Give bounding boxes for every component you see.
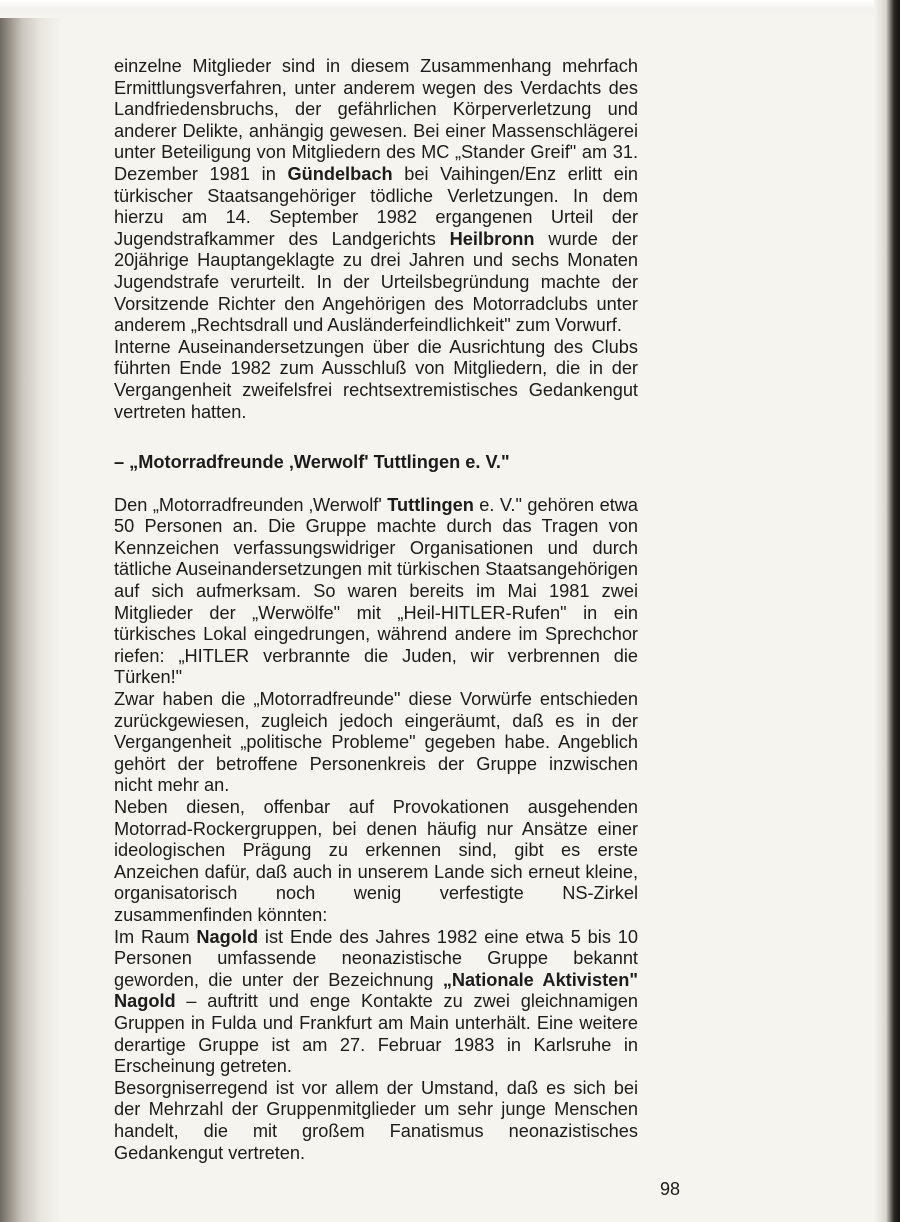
place-tuttlingen: Tuttlingen — [387, 494, 474, 515]
text-column — [114, 56, 638, 1164]
book-gutter-shadow — [0, 0, 62, 1222]
paragraph-interne-auseinandersetzungen: Interne Auseinandersetzungen über die Ausrichtung des Clubs führten Ende 1982 zum Ausschluß von Mitgliedern, die in der Vergangenheit zweifelsfrei rechtsextremistisches Gedankengut vertreten hatten. — [114, 336, 638, 422]
paragraph-gundelbach: einzelne Mitglieder sind in diesem Zusammenhang mehrfach Ermittlungsverfahren, unter anderem wegen des Verdachts des Landfriedensbruchs, der gefährlichen Körperverletzung und anderer Delikte, anhängig gewesen. Bei einer Massenschlägerei unter Beteiligung von Mitgliedern des MC „Stander Greif" am 31. Dezember 1981 in Gündelbach bei Vaihingen/Enz erlitt ein türkischer Staatsangehöriger tödliche Verletzungen. In dem hierzu am 14. September 1982 ergangenen Urteil der Jugendstrafkammer des Landgerichts Heilbronn wurde der 20jährige Hauptangeklagte zu drei Jahren und sechs Monaten Jugendstrafe verurteilt. In der Urteilsbegründung machte der Vorsitzende Richter den Angehörigen des Motorradclubs unter anderem „Rechtsdrall und Ausländerfeindlichkeit" zum Vorwurf. — [114, 56, 639, 336]
paragraph-besorgniserregend: Besorgniserregend ist vor allem der Umstand, daß es sich bei der Mehrzahl der Gruppenmitglieder um sehr junge Menschen handelt, die mit großem Fanatismus neonazistisches Gedankengut vertreten. — [114, 1077, 638, 1163]
page-right-edge — [874, 0, 900, 1222]
page-top-edge — [0, 0, 900, 18]
paragraph-motorradfreunde: Zwar haben die „Motorradfreunde" diese Vorwürfe entschieden zurückgewiesen, zugleich jedoch eingeräumt, daß es in der Vergangenheit „politische Probleme" gegeben habe. Angeblich gehört der betroffene Personenkreis der Gruppe inzwischen nicht mehr an. — [114, 689, 638, 796]
page-number: 98 — [660, 1179, 681, 1199]
paragraph-tuttlingen: Den „Motorradfreunden ‚Werwolf' Tuttlingen e. V." gehören etwa 50 Personen an. Die Gruppe machte durch das Tragen von Kennzeichen verfassungswidriger Organisationen und durch tätliche Auseinandersetzungen mit türkischen Staatsangehörigen auf sich aufmerksam. So waren bereits im Mai 1981 zwei Mitglieder der „Werwölfe" mit „Heil-HITLER-Rufen" in ein türkisches Lokal eingedrungen, während andere im Sprechchor riefen: „HITLER verbrannte die Juden, wir verbrennen die Türken!" — [114, 494, 639, 688]
place-gundelbach: Gündelbach — [287, 163, 393, 184]
paragraph-ns-zirkel: Neben diesen, offenbar auf Provokationen ausgehenden Motorrad-Rockergruppen, bei denen häufig nur Ansätze einer ideologischen Prägung zu erkennen sind, gibt es erste Anzeichen dafür, daß auch in unserem Lande sich erneut kleine, organisatorisch noch wenig verfestigte NS-Zirkel zusammenfinden könnten: — [114, 797, 638, 925]
group-name-nationale-aktivisten: „Nationale Aktivisten" Nagold — [114, 969, 638, 1012]
section-heading-werwolf: – „Motorradfreunde ‚Werwolf' Tuttlingen e. V." — [114, 452, 510, 473]
place-nagold: Nagold — [196, 926, 259, 947]
paragraph-nagold: Im Raum Nagold ist Ende des Jahres 1982 eine etwa 5 bis 10 Personen umfassende neonazistische Gruppe bekannt geworden, die unter der Bezeichnung „Nationale Aktivisten" Nagold – auftritt und enge Kontakte zu zwei gleichnamigen Gruppen in Fulda und Frankfurt am Main unterhält. Eine weitere derartige Gruppe ist am 27. Februar 1983 in Karlsruhe in Erscheinung getreten. — [114, 926, 638, 1077]
place-heilbronn: Heilbronn — [449, 228, 535, 249]
